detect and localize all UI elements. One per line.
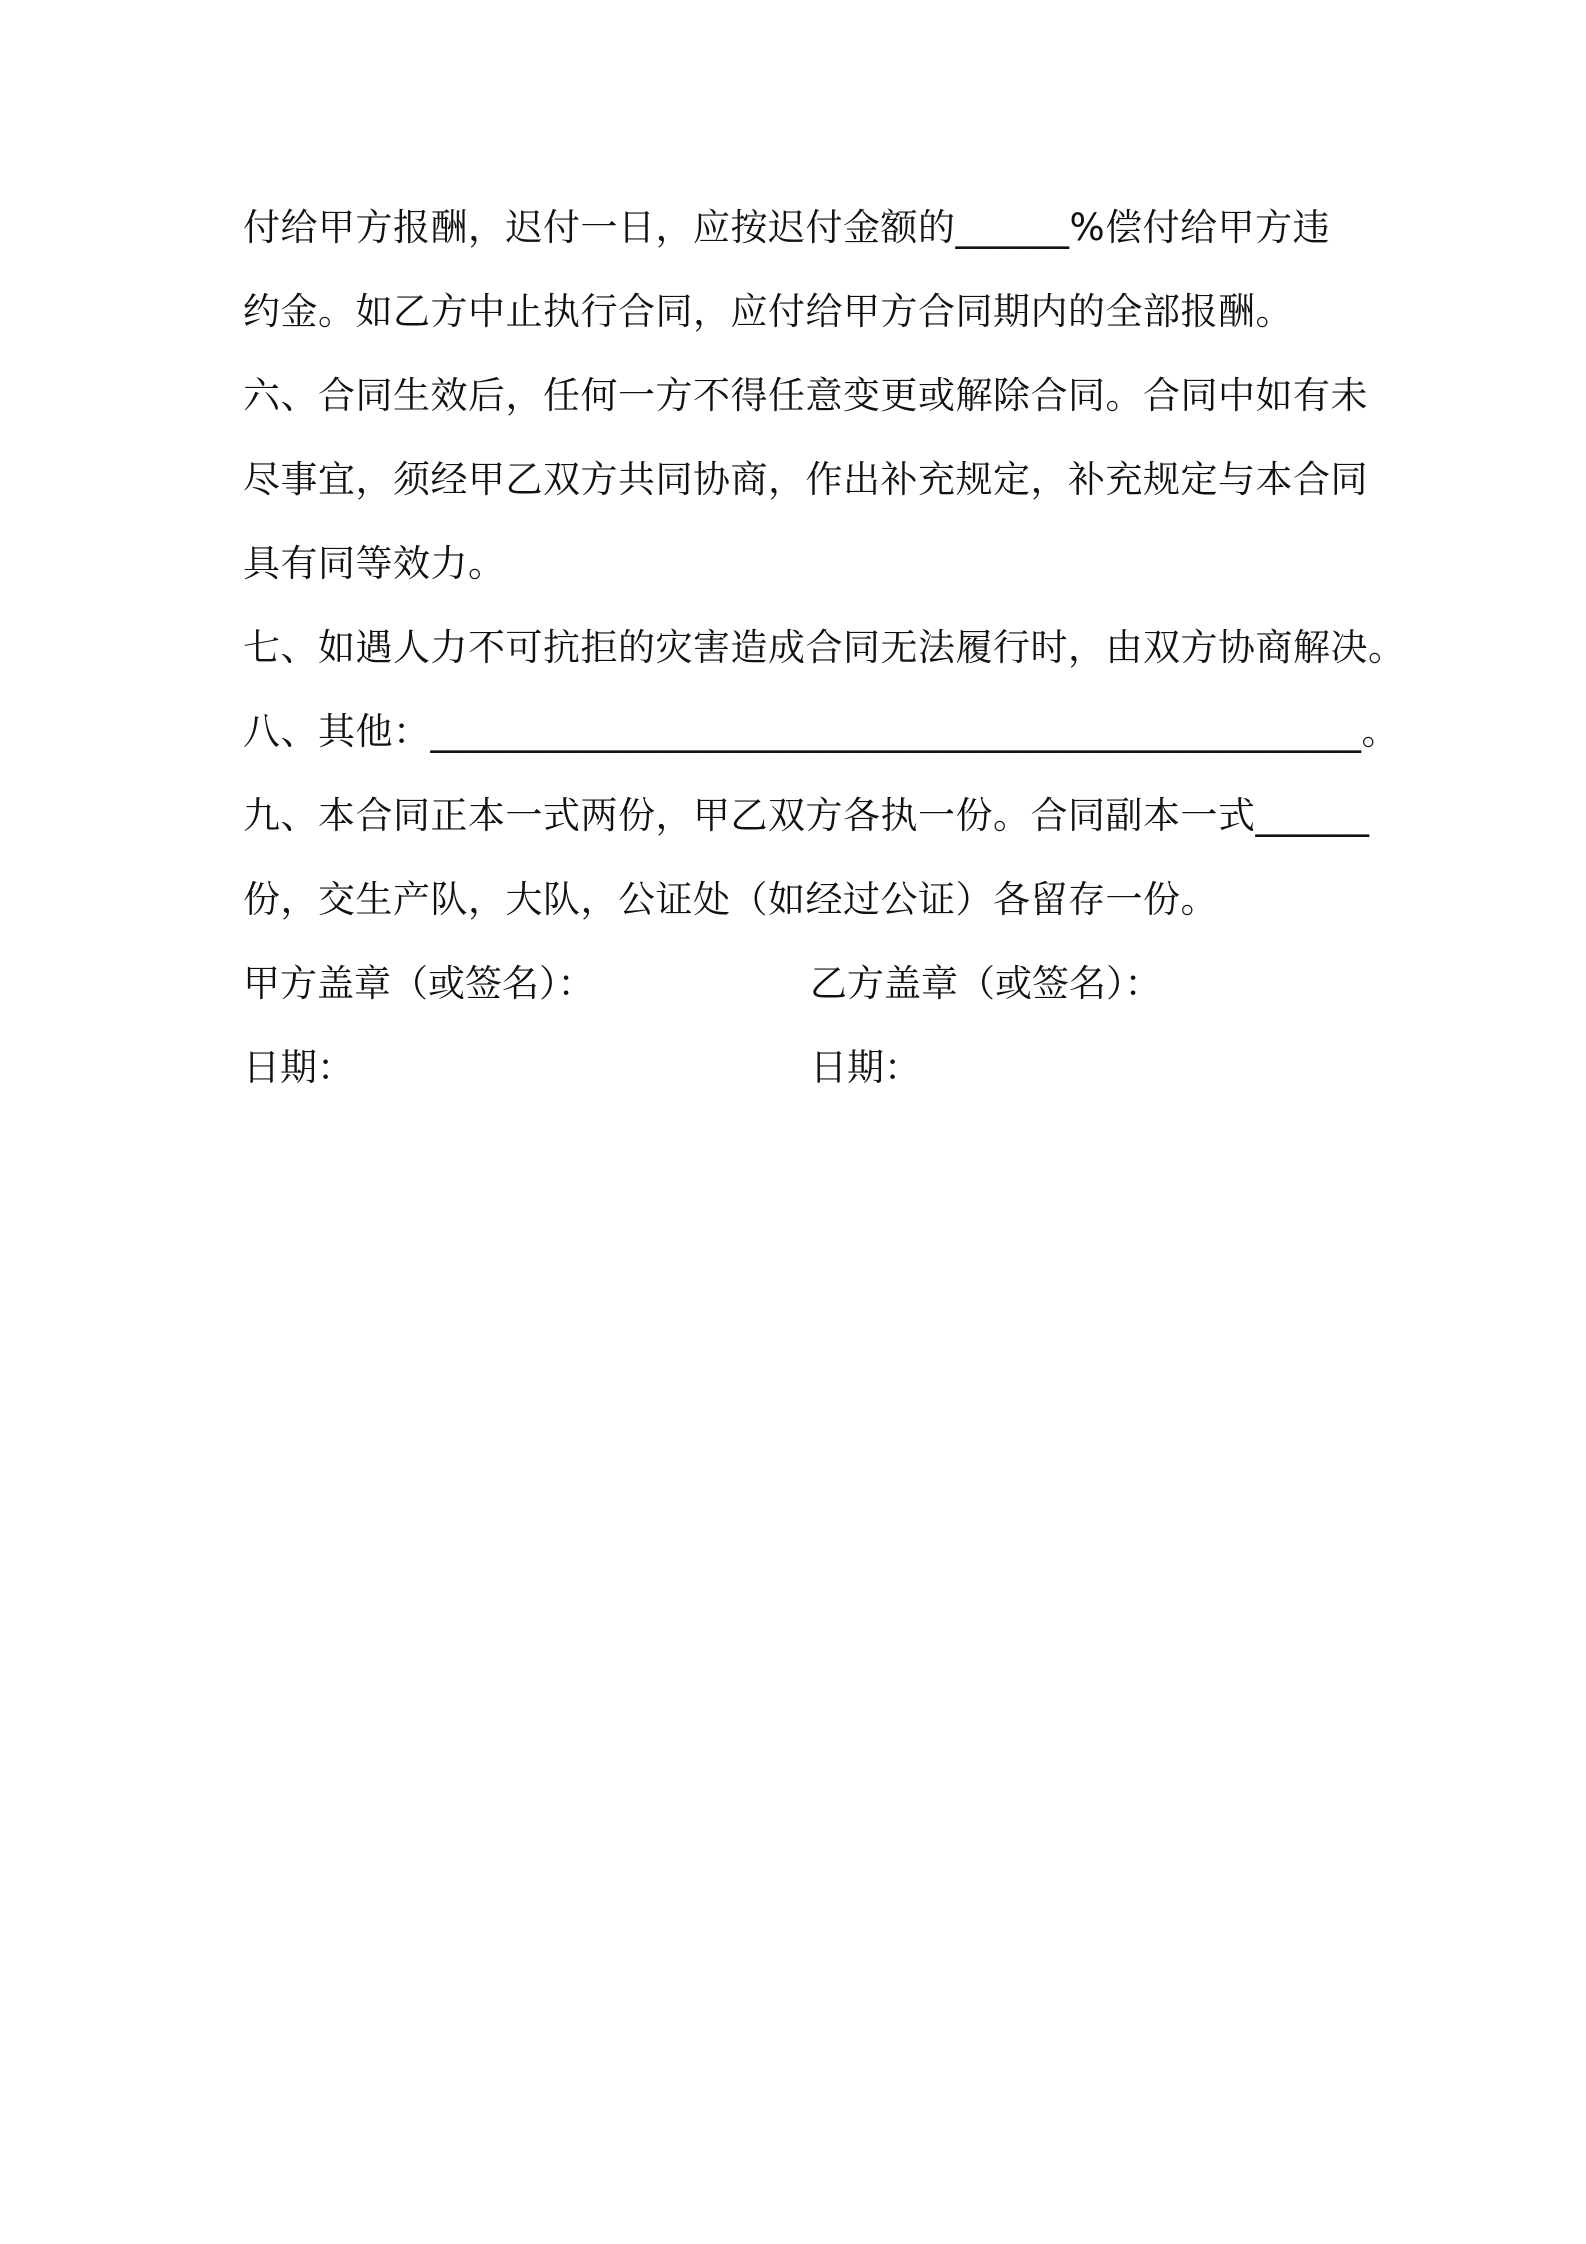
- paragraph-line: 七、如遇人力不可抗拒的灾害造成合同无法履行时，由双方协商解决。: [243, 626, 1406, 669]
- signature-row: [243, 952, 1363, 1036]
- party-a-signature-label: 甲方盖章（或签名）：: [243, 962, 595, 1005]
- contract-body: [243, 196, 1406, 1120]
- date-row: [243, 1036, 1363, 1120]
- paragraph-line: 尽事宜，须经甲乙双方共同协商，作出补充规定，补充规定与本合同: [243, 458, 1368, 501]
- paragraph-line: 份，交生产队，大队，公证处（如经过公证）各留存一份。: [243, 878, 1218, 921]
- paragraph-line: 具有同等效力。: [243, 542, 506, 585]
- paragraph-line: 约金。如乙方中止执行合同，应付给甲方合同期内的全部报酬。: [243, 290, 1293, 333]
- party-b-date-label: 日期：: [810, 1046, 921, 1089]
- party-b-signature-label: 乙方盖章（或签名）：: [810, 962, 1162, 1005]
- paragraph-line: 八、其他：_________________________________________________。: [243, 710, 1399, 753]
- party-a-date-label: 日期：: [243, 1046, 354, 1089]
- paragraph-line: 九、本合同正本一式两份，甲乙双方各执一份。合同副本一式______: [243, 794, 1370, 837]
- paragraph-line: 付给甲方报酬，迟付一日，应按迟付金额的______%偿付给甲方违: [243, 206, 1331, 249]
- paragraph-line: 六、合同生效后，任何一方不得任意变更或解除合同。合同中如有未: [243, 374, 1368, 417]
